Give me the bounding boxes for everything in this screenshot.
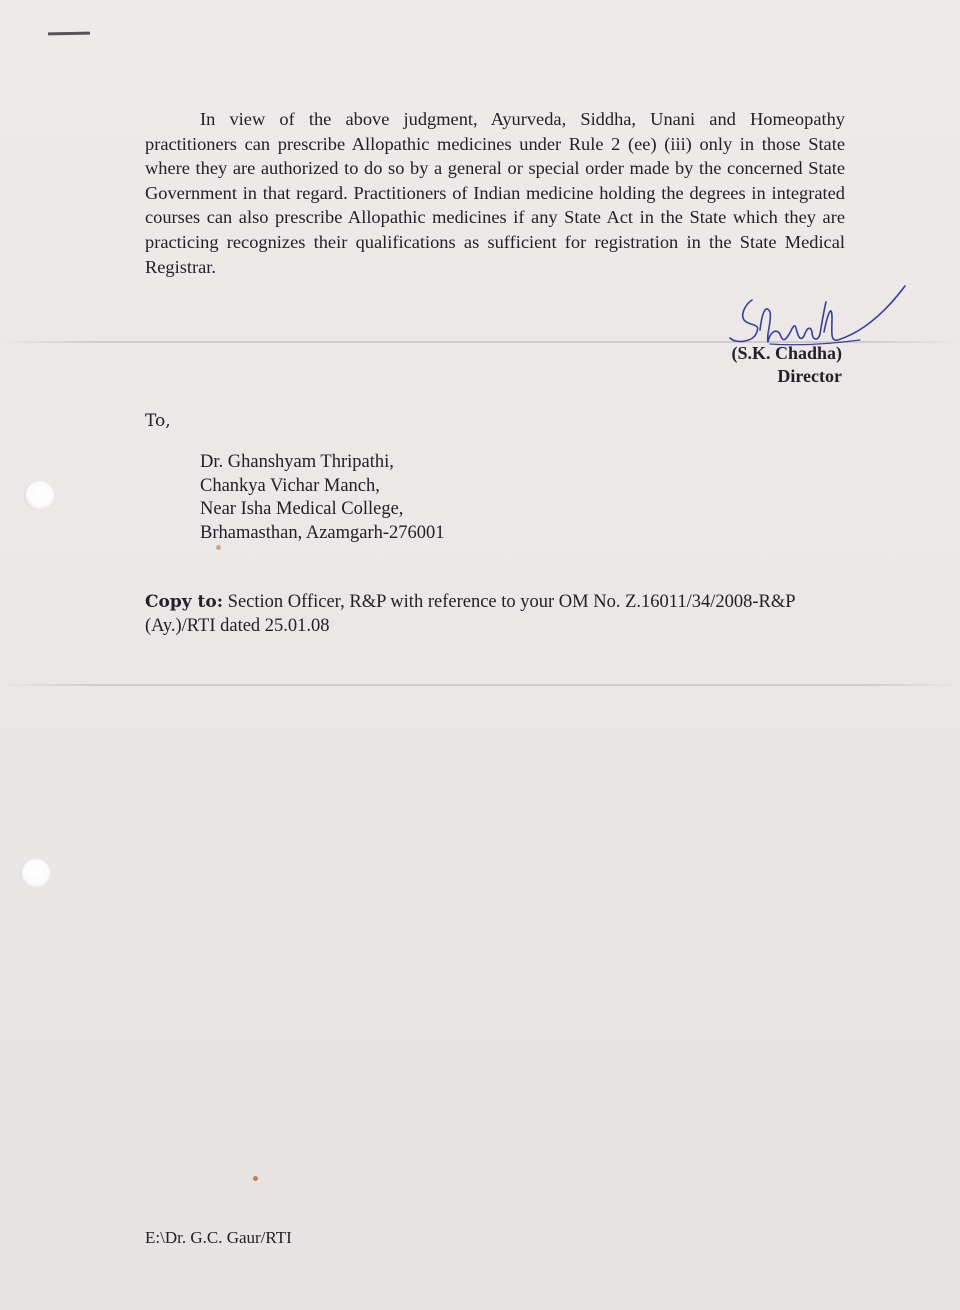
copy-to-block <box>145 591 857 638</box>
fold-line <box>0 684 960 686</box>
copy-to-text: Section Officer, R&P with reference to your OM No. Z.16011/34/2008-R&P (Ay.)/RTI dated 25.01.08 <box>145 592 795 636</box>
paper-speck <box>216 545 221 550</box>
punch-hole <box>20 858 50 888</box>
body-paragraph: In view of the above judgment, Ayurveda, Siddha, Unani and Homeopathy practitioners can prescribe Allopathic medicines under Rule 2 (ee) (iii) only in those State where they are authorized to do so by a general or special order made by the concerned State Government in that regard. Practitioners of Indian medicine holding the degrees in integrated courses can also prescribe Allopathic medicines if any State Act in the State which they are practicing recognizes their qualifications as sufficient for registration in the State Medical Registrar. <box>145 109 845 277</box>
punch-hole <box>24 480 54 510</box>
paper-speck <box>253 1176 258 1181</box>
to-label: To, <box>145 411 171 431</box>
address-line: Chankya Vichar Manch, <box>200 475 380 496</box>
copy-to-label: Copy to: <box>145 592 224 612</box>
address-line: Brhamasthan, Azamgarh-276001 <box>200 522 445 543</box>
signatory-title: Director <box>777 366 842 386</box>
file-path: E:\Dr. G.C. Gaur/RTI <box>145 1228 292 1247</box>
address-line: Dr. Ghanshyam Thripathi, <box>200 452 394 472</box>
address-line: Near Isha Medical College, <box>200 499 404 519</box>
signatory-name: (S.K. Chadha) <box>731 343 842 363</box>
recipient-address <box>200 451 445 545</box>
corner-mark <box>48 32 90 36</box>
